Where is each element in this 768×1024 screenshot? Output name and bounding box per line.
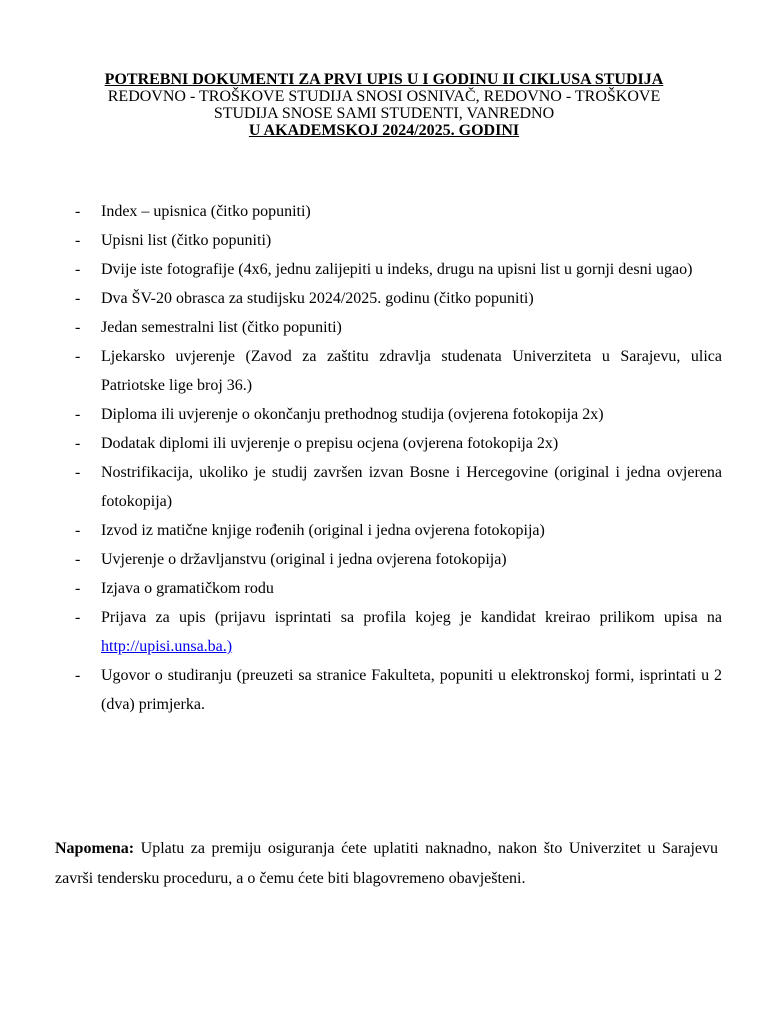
document-header (40, 71, 728, 139)
list-item-text: Uvjerenje o državljanstvu (original i jedna ovjerena fotokopija) (101, 551, 507, 568)
list-item (72, 226, 722, 255)
list-item-text: Dva ŠV-20 obrasca za studijsku 2024/2025. godinu (čitko popuniti) (101, 290, 534, 307)
list-item (72, 255, 722, 284)
list-item-text: Dvije iste fotografije (4x6, jednu zalijepiti u indeks, drugu na upisni list u gornji desni ugao) (101, 261, 693, 278)
list-item-text: Ljekarsko uvjerenje (Zavod za zaštitu zdravlja studenata Univerziteta u Sarajevu, ulica Patriotske lige broj 36.) (101, 348, 722, 394)
list-item (72, 342, 722, 400)
bullet-dash: - (75, 406, 81, 423)
bullet-dash: - (75, 203, 81, 220)
list-item-text: Dodatak diplomi ili uvjerenje o prepisu ocjena (ovjerena fotokopija 2x) (101, 435, 559, 452)
list-item (72, 545, 722, 574)
list-item (72, 429, 722, 458)
list-item-text: Jedan semestralni list (čitko popuniti) (101, 319, 342, 336)
list-item-prijava (72, 603, 722, 661)
document-subtitle-line-1: REDOVNO - TROŠKOVE STUDIJA SNOSI OSNIVAČ, REDOVNO - TROŠKOVE (107, 88, 661, 105)
list-item (72, 197, 722, 226)
bullet-dash: - (75, 290, 81, 307)
list-item-text: Nostrifikacija, ukoliko je studij završen izvan Bosne i Hercegovine (original i jedna ovjerena fotokopija) (101, 464, 722, 510)
bullet-dash: - (75, 522, 81, 539)
bullet-dash: - (75, 609, 81, 626)
bullet-dash: - (75, 551, 81, 568)
list-item-text: Index – upisnica (čitko popuniti) (101, 203, 311, 220)
bullet-dash: - (75, 667, 81, 684)
list-item-text: Izjava o gramatičkom rodu (101, 580, 274, 597)
list-item (72, 400, 722, 429)
list-item (72, 516, 722, 545)
bullet-dash: - (75, 319, 81, 336)
list-item-text: Upisni list (čitko popuniti) (101, 232, 272, 249)
note-paragraph (55, 834, 718, 894)
document-title: POTREBNI DOKUMENTI ZA PRVI UPIS U I GODINU II CIKLUSA STUDIJA (104, 71, 664, 88)
list-item-text: Diploma ili uvjerenje o okončanju prethodnog studija (ovjerena fotokopija 2x) (101, 406, 604, 423)
required-documents-list (72, 197, 722, 719)
note-text: Uplatu za premiju osiguranja ćete uplatiti naknadno, nakon što Univerzitet u Sarajevu završi tendersku proceduru, a o čemu ćete biti blagovremeno obavješteni. (55, 840, 718, 887)
list-item (72, 284, 722, 313)
list-item (72, 458, 722, 516)
bullet-dash: - (75, 464, 81, 481)
bullet-dash: - (75, 261, 81, 278)
bullet-dash: - (75, 580, 81, 597)
list-item-text: Prijava za upis (prijavu isprintati sa profila kojeg je kandidat kreirao prilikom upisa na (101, 609, 722, 626)
upisi-link[interactable]: http://upisi.unsa.ba.) (101, 638, 233, 655)
note-label: Napomena: (55, 840, 135, 857)
bullet-dash: - (75, 348, 81, 365)
bullet-dash: - (75, 435, 81, 452)
document-subtitle-line-2: STUDIJA SNOSE SAMI STUDENTI, VANREDNO (213, 105, 555, 122)
list-item (72, 574, 722, 603)
list-item-text: Ugovor o studiranju (preuzeti sa stranice Fakulteta, popuniti u elektronskoj formi, isprintati u 2 (dva) primjerka. (101, 667, 722, 713)
bullet-dash: - (75, 232, 81, 249)
list-item-ugovor (72, 661, 722, 719)
academic-year-title: U AKADEMSKOJ 2024/2025. GODINI (248, 122, 520, 139)
list-item (72, 313, 722, 342)
list-item-text: Izvod iz matične knjige rođenih (original i jedna ovjerena fotokopija) (101, 522, 545, 539)
